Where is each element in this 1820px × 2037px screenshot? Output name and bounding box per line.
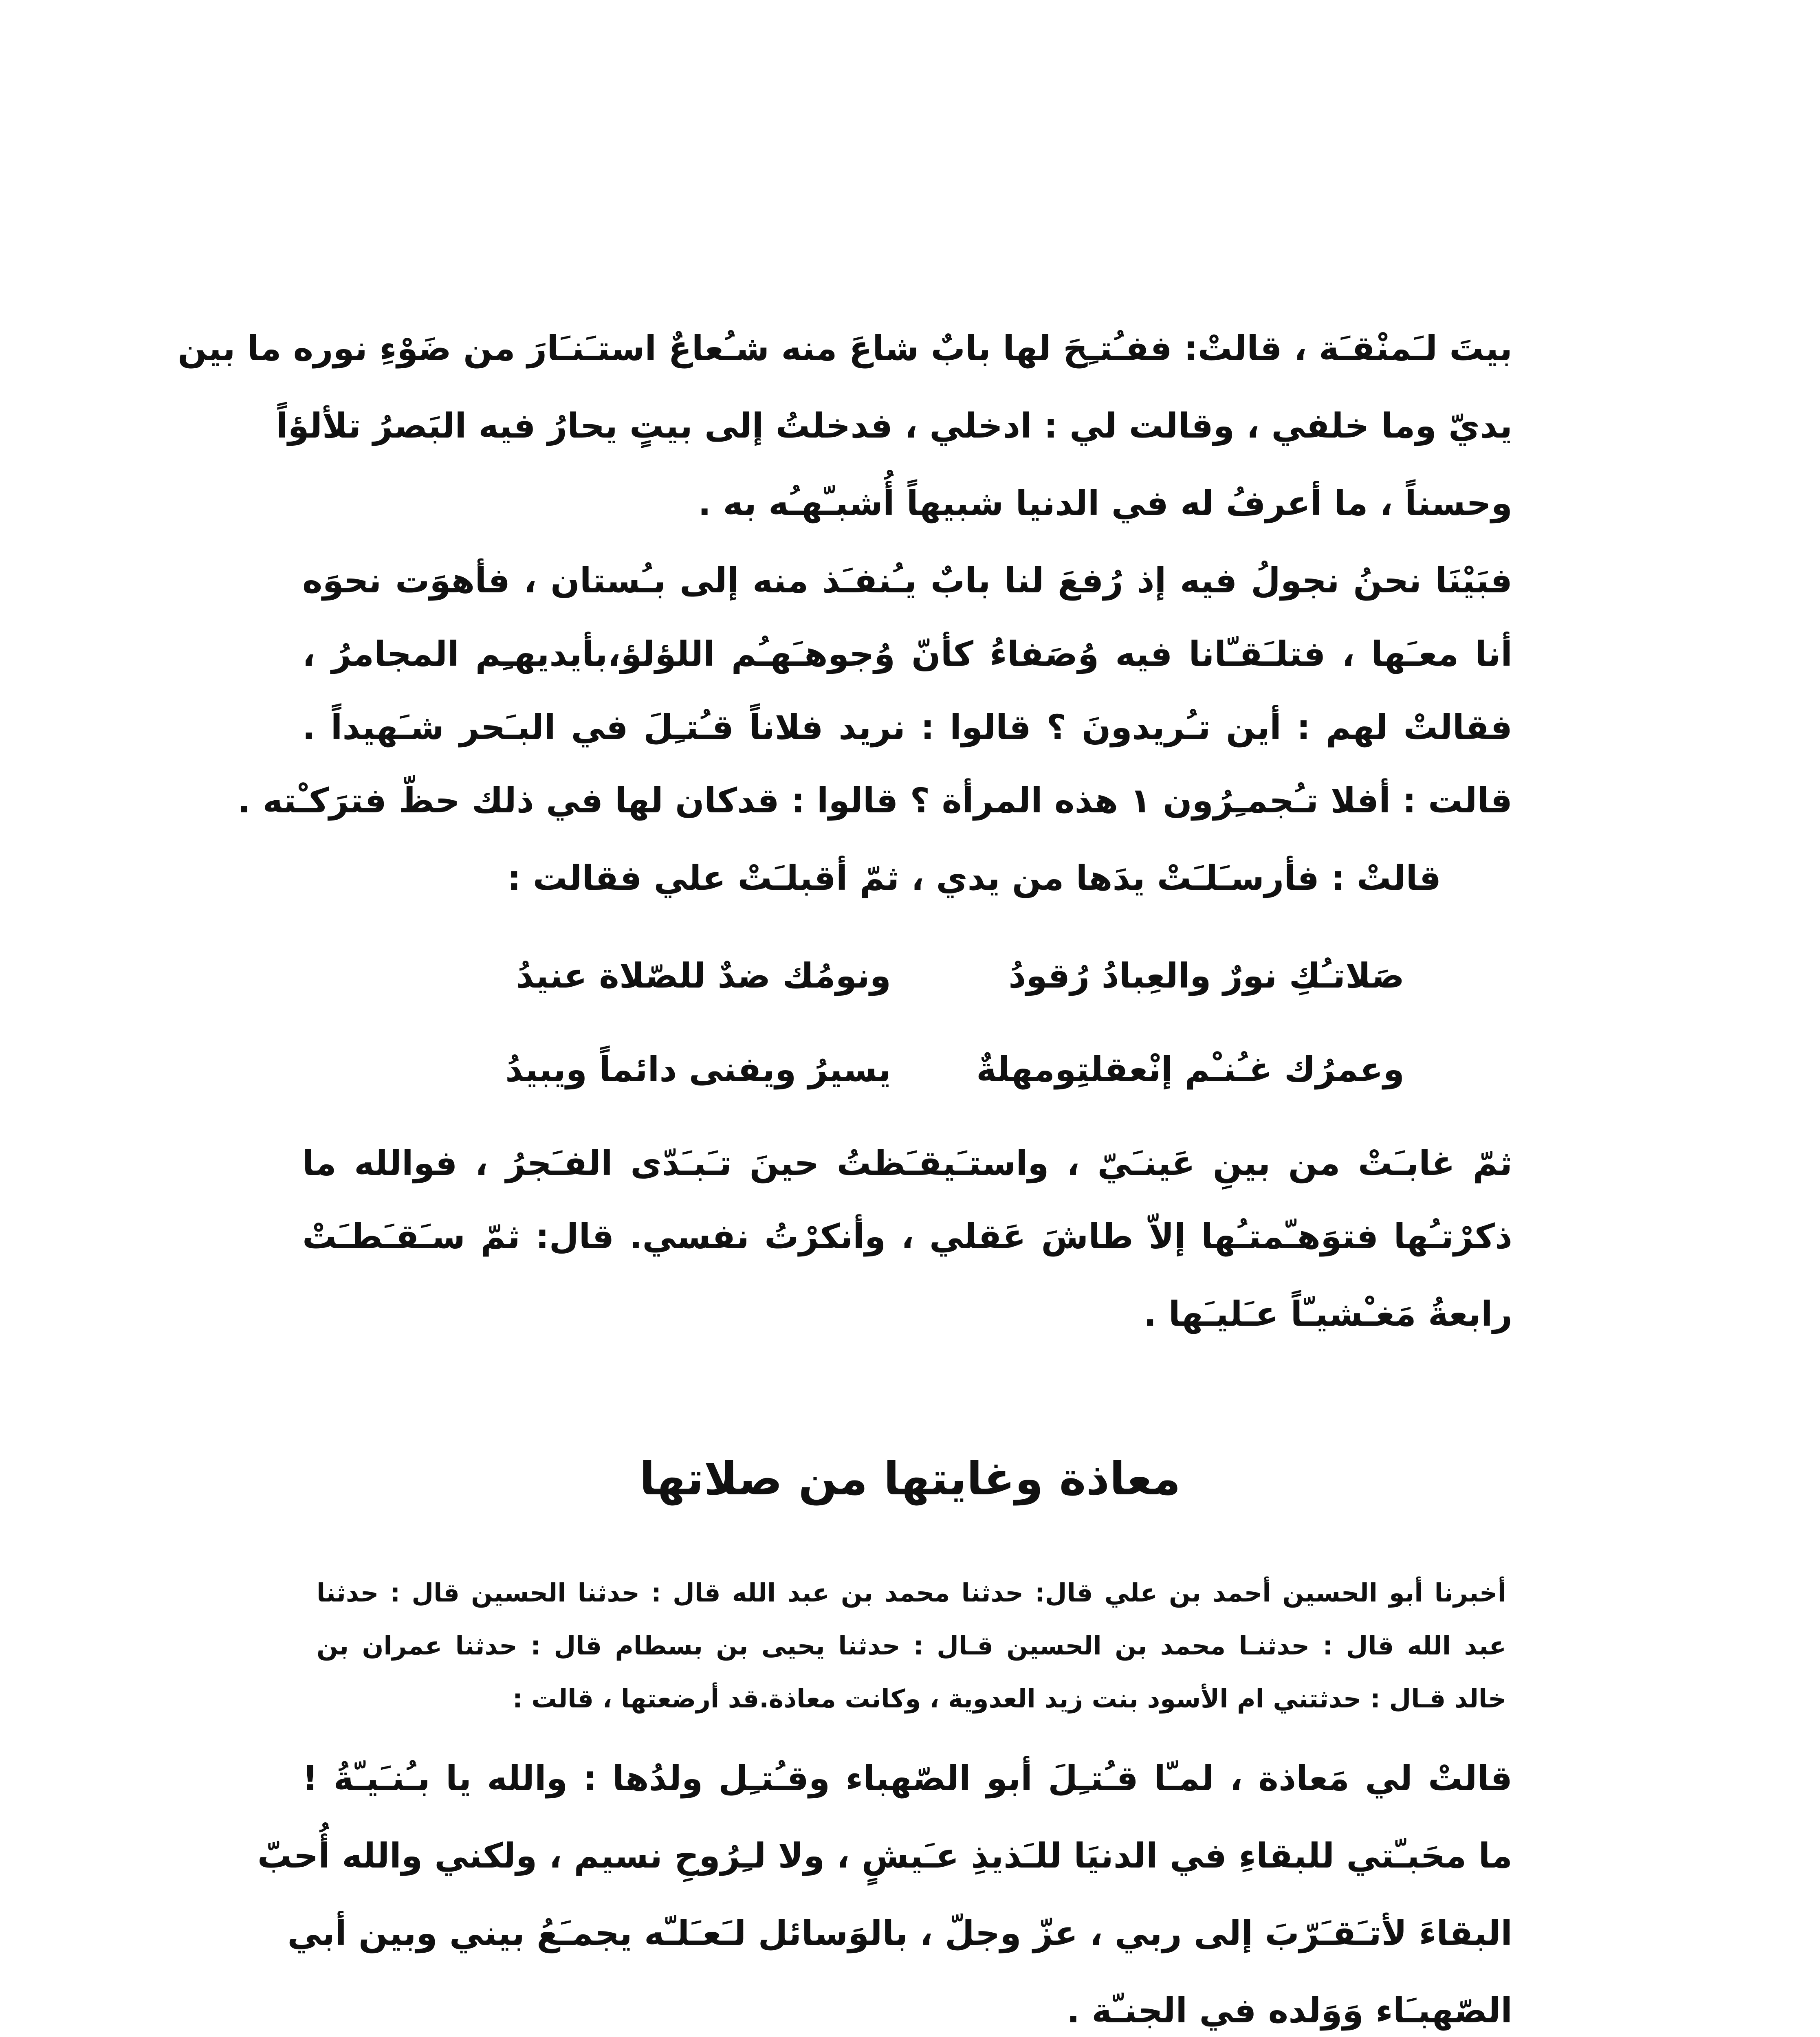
second-paragraph-line-1: فبَيْنَا نحنُ نجولُ فيه إذ رُفعَ لنا بابٌ يـُنفـَذ منه إلى بـُستان ، فأهوَت نحوَه [302,561,1512,601]
second-paragraph-line-4: قالت : أفلا تـُجمـِرُون ١ هذه المرأة ؟ قالوا : قدكان لها في ذلك حظّ فترَكـْته . [238,781,1512,821]
fourth-paragraph-line-3: رابعةُ مَغـْشيـّاً عـَليـَها . [1143,1294,1512,1334]
final-paragraph-line-3: البقاءَ لأتـَقـَرّبَ إلى ربي ، عزّ وجلّ ، بالوَسائل لـَعـَلـّه يجمـَعُ بيني وبين أبي [287,1913,1512,1953]
fourth-paragraph-line-2: ذكرْتـُها فتوَهـّمتـُها إلاّ طاشَ عَقلي ، وأنكرْتُ نفسي. قال: ثمّ سـَقـَطـَتْ [302,1216,1512,1256]
fourth-paragraph-line-1: ثمّ غابـَتْ من بينِ عَينـَيّ ، واستـَيقـَظتُ حينَ تـَبـَدّى الفـَجرُ ، فوالله ما [302,1143,1512,1183]
poem-verse-1-first-hemistich: صَلاتـُكِ نورٌ والعِبادُ رُقودُ [1008,956,1404,996]
top-paragraph-line-3: وحسناً ، ما أعرفُ له في الدنيا شبيهاً أُشبـّهـُه به . [698,483,1512,523]
poem-verse-1-second-hemistich: ونومُك ضدٌ للصّلاة عنيدُ [516,956,891,996]
isnad-line-3: خالد قـال : حدثتني ام الأسود بنت زيد العدوية ، وكانت معاذة.قد أرضعتها ، قالت : [512,1684,1506,1714]
final-paragraph-line-2: ما محَبـّتي للبقاءِ في الدنيَا للـَذيذِ عـَيشٍ ، ولا لـِرُوحِ نسيم ، ولكني والله أُحبّ [257,1836,1512,1876]
section-heading: معاذة وغايتها من صلاتها [639,1452,1181,1505]
poem-verse-2-first-hemistich: وعمرُك غـُنـْم إنْعقلتِومهلةٌ [976,1049,1404,1089]
second-paragraph-line-3: فقالتْ لهم : أين تـُريدونَ ؟ قالوا : نريد فلاناً قـُتـِلَ في البـَحر شـَهيداً . [302,707,1512,747]
poem-verse-2-second-hemistich: يسيرُ ويفنى دائماً ويبيدُ [505,1049,891,1089]
third-paragraph-line: قالتْ : فأرسـَلـَتْ يدَها من يدي ، ثمّ أقبلـَتْ علي فقالت : [507,858,1441,898]
top-paragraph-line-2: يديّ وما خلفي ، وقالت لي : ادخلي ، فدخلتُ إلى بيتٍ يحارُ فيه البَصرُ تلألؤاً [276,406,1512,446]
isnad-line-2: عبد الله قال : حدثنـا محمد بن الحسين قـال : حدثنا يحيى بن بسطام قال : حدثنا عمران بن [317,1631,1506,1661]
final-paragraph-line-1: قالتْ لي مَعاذة ، لمـّا قـُتـِلَ أبو الصّهباء وقـُتـِل ولدُها : والله يا بـُنـَيـّةُ ! [302,1758,1512,1798]
top-paragraph-line-1: بيتَ لـَمنْقـَة ، قالتْ: ففـُتـِحَ لها بابٌ شاعَ منه شـُعاعٌ استـَنـَارَ من ضَوْءِ نوره ما بين [178,328,1512,368]
final-paragraph-line-4: الصّهبـَاء وَوَلده في الجنـّة . [1067,1991,1512,2030]
second-paragraph-line-2: أنا معـَها ، فتلـَقـّانا فيه وُصَفاءُ كأنّ وُجوهـَهـُم اللؤلؤ،بأيديهـِم المجامرُ ، [302,634,1512,674]
isnad-line-1: أخبرنا أبو الحسين أحمد بن علي قال: حدثنا محمد بن عبد الله قال : حدثنا الحسين قال : حدثنا [317,1578,1506,1608]
